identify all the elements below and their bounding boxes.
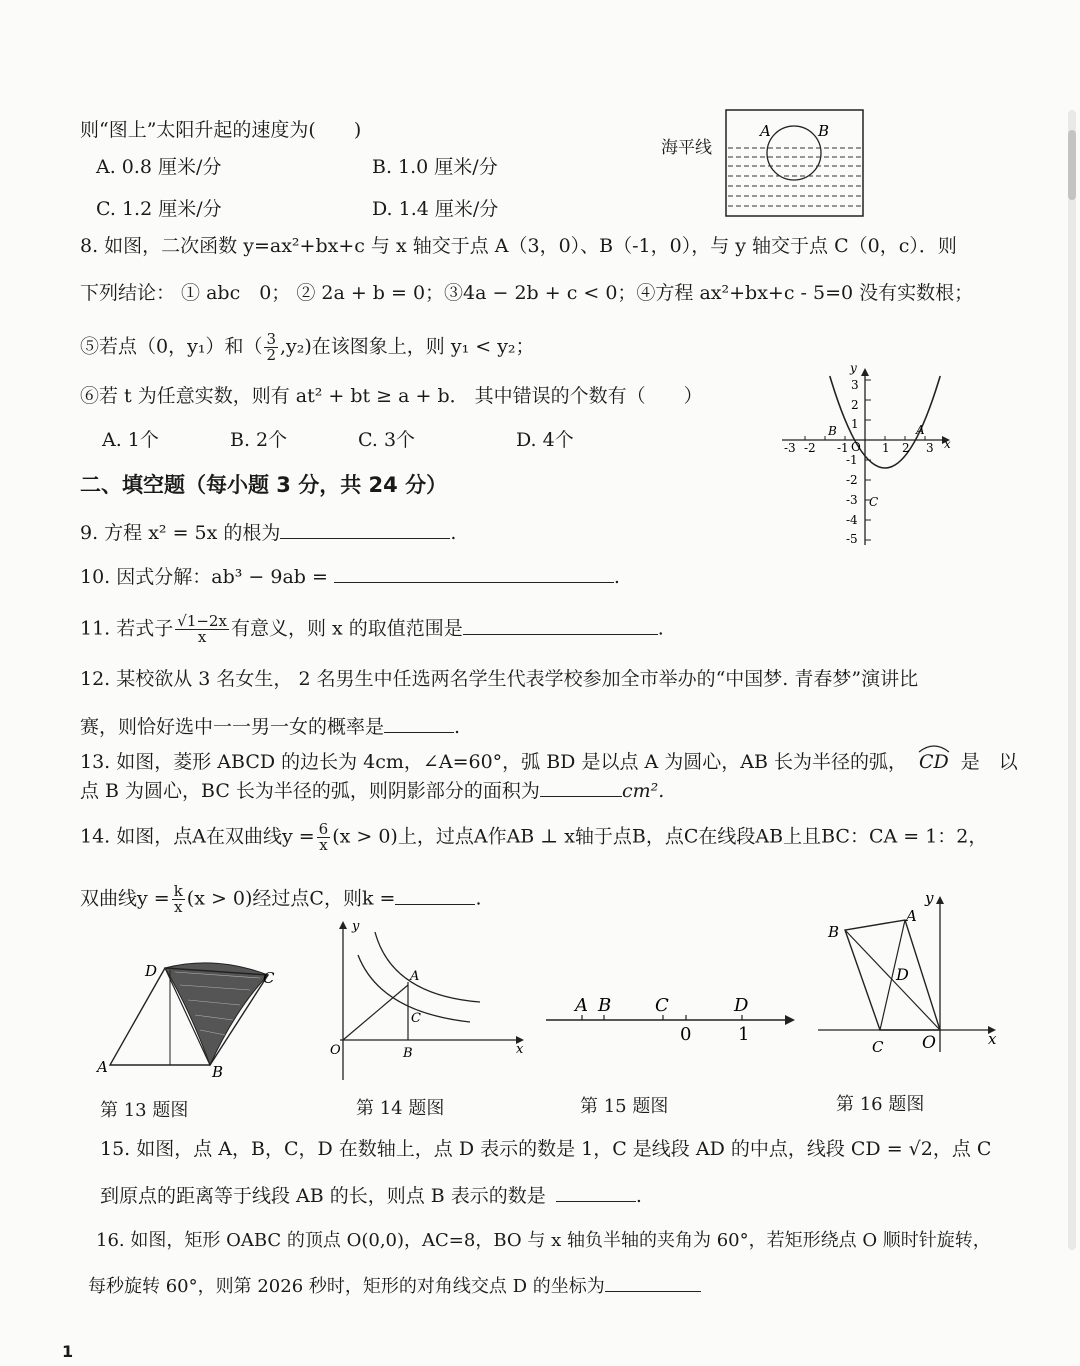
f16-diagonal-ob (845, 930, 940, 1030)
q15-line1: 15. 如图，点 A，B，C，D 在数轴上，点 D 表示的数是 1，C 是线段 AD 的中点，线段 CD = √2，点 C (100, 1138, 992, 1160)
q16-line2 (88, 1273, 701, 1299)
q12-end: . (454, 716, 461, 738)
scrollbar-track[interactable] (1068, 110, 1076, 1250)
sunrise-figure (724, 108, 866, 218)
f13-label-d: D (145, 962, 158, 980)
q8-option-b: B. 2个 (230, 429, 288, 451)
f14-label-b: B (403, 1046, 413, 1061)
q11-end: . (657, 617, 664, 640)
y-tick-1: 1 (851, 417, 859, 431)
sun-point-a: A (760, 122, 771, 140)
q13-arc-label: CD (918, 751, 949, 773)
y-tick-neg4: -4 (846, 513, 858, 527)
f14-label-c: C (411, 1011, 421, 1026)
caption-fig-15: 第 15 题图 (580, 1096, 669, 1117)
q7-option-a: A. 0.8 厘米/分 (96, 156, 222, 178)
q14-line1-a: 14. 如图，点A在双曲线y = (80, 825, 315, 848)
q13-unit: cm². (621, 780, 665, 802)
f16-y-arrow (936, 896, 944, 904)
parabola-graph (770, 360, 960, 550)
q14-line1 (80, 822, 987, 853)
x-tick-2: 2 (902, 441, 910, 455)
f16-label-b: B (828, 923, 840, 941)
q9-text: 9. 方程 x² = 5x 的根为 (80, 522, 281, 544)
f14-label-y: y (352, 919, 360, 934)
q8-frac-den: 2 (266, 346, 276, 364)
q8-fraction (264, 332, 278, 363)
y-tick-3: 3 (851, 378, 859, 392)
q14-end: . (475, 887, 482, 910)
q16-line1: 16. 如图，矩形 OABC 的顶点 O(0,0)，AC=8，BO 与 x 轴负半轴的夹角为 60°，若矩形绕点 O 顺时针旋转， (96, 1230, 991, 1251)
q10-text: 10. 因式分解：ab³ − 9ab = (80, 566, 328, 588)
q14-answer-blank[interactable] (395, 886, 475, 905)
y-tick-neg3: -3 (846, 493, 858, 507)
q8-line1: 8. 如图，二次函数 y=ax²+bx+c 与 x 轴交于点 A（3，0）、B（-1，0），与 y 轴交于点 C（0，c）．则 (80, 235, 957, 257)
q9-answer-blank[interactable] (280, 520, 450, 539)
q14-fraction-2 (172, 884, 185, 915)
f14-label-x: x (516, 1042, 524, 1057)
q11-fraction (175, 614, 229, 645)
q14-line2-b: (x > 0)经过点C，则k = (186, 887, 396, 910)
figure-14 (322, 915, 532, 1085)
q8-frac-num: 3 (266, 330, 276, 348)
figure-15 (542, 985, 802, 1045)
q11-answer-blank[interactable] (463, 616, 658, 635)
graph-point-b: B (828, 424, 837, 438)
graph-x-label: x (944, 437, 951, 451)
arc-mark-icon (917, 743, 951, 753)
q11-frac-den: x (197, 628, 207, 646)
section-title: 二、填空题（每小题 3 分，共 24 分） (80, 473, 448, 497)
f16-label-d: D (896, 965, 909, 984)
q14-line2 (80, 884, 481, 915)
q14-f1-num: 6 (318, 820, 329, 838)
figure-16 (815, 885, 1005, 1060)
f15-label-d: D (734, 995, 749, 1016)
q13-line1 (80, 750, 1018, 774)
q8-line3-a: ⑤若点（0，y₁）和（ (80, 335, 263, 358)
q15-line2-text: 到原点的距离等于线段 AB 的长，则点 B 表示的数是 (100, 1185, 546, 1207)
caption-fig-13: 第 13 题图 (100, 1100, 189, 1121)
q15-answer-blank[interactable] (556, 1183, 636, 1202)
q7-option-d: D. 1.4 厘米/分 (372, 198, 499, 220)
q8-option-c: C. 3个 (358, 429, 416, 451)
q8-line4: ⑥若 t 为任意实数，则有 at² + bt ≥ a + b． 其中错误的个数有（ ） (80, 385, 703, 407)
graph-origin: O (851, 440, 861, 454)
q13-arc-cd (919, 750, 949, 774)
y-tick-neg5: -5 (846, 532, 858, 546)
f14-y-arrow (339, 921, 347, 929)
f13-label-a: A (97, 1058, 108, 1076)
f16-label-a: A (906, 907, 917, 925)
f15-label-a: A (575, 995, 588, 1016)
q13-answer-blank[interactable] (540, 778, 622, 797)
page-number: 1 (62, 1342, 74, 1361)
f16-label-x: x (988, 1030, 997, 1048)
q15-end: . (635, 1185, 642, 1207)
q14-f2-num: k (173, 882, 183, 900)
q10-answer-blank[interactable] (334, 564, 614, 583)
q8-line2: 下列结论： ① abc 0； ② 2a + b = 0；③4a − 2b + c < 0；④方程 ax²+bx+c - 5=0 没有实数根； (80, 282, 974, 304)
f16-label-o: O (922, 1033, 936, 1053)
q10-end: . (613, 566, 620, 588)
q11 (80, 614, 664, 645)
q13-line2-text: 点 B 为圆心，BC 长为半径的弧，则阴影部分的面积为 (80, 780, 540, 802)
q15-line2 (100, 1183, 642, 1208)
q14-f2-den: x (174, 898, 183, 916)
x-tick-1: 1 (882, 441, 890, 455)
graph-point-c: C (869, 495, 879, 509)
q16-answer-blank[interactable] (605, 1273, 701, 1292)
q13-line1-text: 13. 如图，菱形 ABCD 的边长为 4cm，∠A=60°，弧 BD 是以点 A 为圆心，AB 长为半径的弧， (80, 751, 907, 773)
y-tick-neg1: -1 (846, 453, 858, 467)
q14-f1-den: x (319, 836, 328, 854)
x-tick-neg2: -2 (804, 441, 816, 455)
figure-13 (92, 950, 292, 1080)
f13-label-c: C (263, 969, 275, 987)
f14-label-o: O (330, 1043, 341, 1058)
f13-shaded-region (165, 963, 268, 1065)
q7-stem: 则“图上”太阳升起的速度为( ) (80, 119, 362, 141)
q7-option-b: B. 1.0 厘米/分 (372, 156, 498, 178)
f14-line-oa (343, 985, 408, 1040)
f13-label-b: B (212, 1063, 224, 1080)
q8-line3-b: ,y₂)在该图象上，则 y₁ < y₂； (280, 335, 535, 358)
y-tick-neg2: -2 (846, 473, 858, 487)
graph-point-a: A (916, 423, 925, 437)
q14-line2-a: 双曲线y = (80, 887, 170, 910)
f16-label-c: C (872, 1038, 884, 1056)
sea-level-label: 海平线 (661, 138, 712, 158)
x-tick-neg1: -1 (837, 441, 849, 455)
q10 (80, 564, 620, 589)
q11-frac-num: √1−2x (177, 612, 227, 630)
q12-line2 (80, 714, 460, 739)
q9 (80, 520, 456, 545)
y-tick-2: 2 (851, 398, 859, 412)
q16-line2-text: 每秒旋转 60°，则第 2026 秒时，矩形的对角线交点 D 的坐标为 (88, 1276, 605, 1297)
f15-arrow (785, 1015, 795, 1025)
q13-line2 (80, 778, 664, 803)
q8-option-d: D. 4个 (516, 429, 574, 451)
q7-option-c: C. 1.2 厘米/分 (96, 198, 222, 220)
f15-label-zero: 0 (680, 1024, 692, 1045)
q14-fraction-1 (317, 822, 331, 853)
y-axis-arrow (861, 368, 869, 376)
f14-curve-upper (375, 932, 480, 1002)
caption-fig-14: 第 14 题图 (356, 1098, 445, 1119)
x-tick-3: 3 (926, 441, 934, 455)
f15-label-c: C (655, 995, 669, 1016)
q12-line1: 12. 某校欲从 3 名女生， 2 名男生中任选两名学生代表学校参加全市举办的“中国梦. 青春梦”演讲比 (80, 668, 919, 690)
q13-line1-tail: 是 以 (960, 751, 1018, 773)
q9-end: . (450, 522, 457, 544)
q14-line1-b: (x > 0)上，过点A作AB ⊥ x轴于点B，点C在线段AB上且BC：CA = 1：2， (332, 825, 988, 848)
q8-option-a: A. 1个 (102, 429, 159, 451)
q12-answer-blank[interactable] (384, 714, 454, 733)
q11-a: 11. 若式子 (80, 617, 174, 640)
q12-line2-text: 赛，则恰好选中一一男一女的概率是 (80, 716, 385, 738)
f14-label-a: A (410, 969, 420, 984)
caption-fig-16: 第 16 题图 (836, 1094, 925, 1115)
x-tick-neg3: -3 (784, 441, 796, 455)
sun-point-b: B (818, 122, 830, 140)
f15-label-b: B (598, 995, 612, 1016)
f15-label-one: 1 (738, 1024, 750, 1045)
scrollbar-thumb[interactable] (1068, 130, 1076, 200)
q11-b: 有意义，则 x 的取值范围是 (230, 617, 463, 640)
q8-line3 (80, 332, 535, 363)
graph-y-label: y (850, 361, 857, 375)
f16-label-y: y (925, 889, 934, 907)
